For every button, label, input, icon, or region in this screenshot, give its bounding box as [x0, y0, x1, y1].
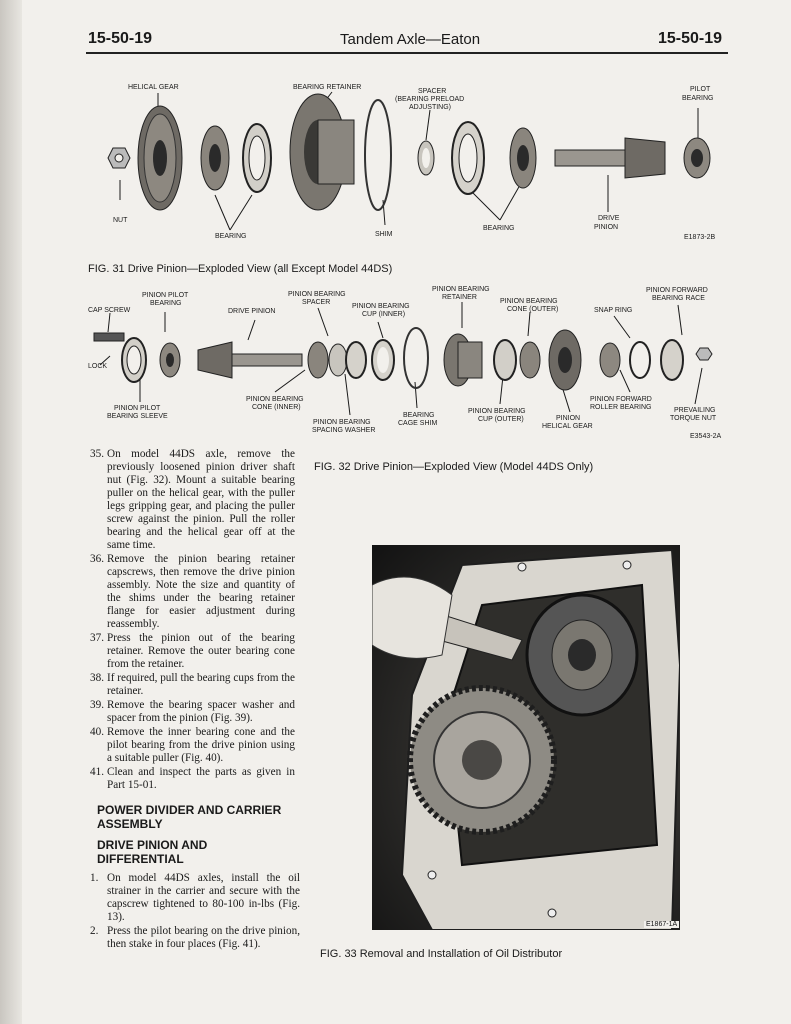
- fig32-label-helical-2: HELICAL GEAR: [542, 423, 593, 430]
- page-title: Tandem Axle—Eaton: [340, 31, 481, 48]
- step-text: Remove the bearing spacer washer and spacer from the pinion (Fig. 39).: [107, 699, 295, 724]
- figure-33-photo: [372, 545, 680, 930]
- fig32-label-cone-inner-2: CONE (INNER): [252, 404, 301, 411]
- fig32-label-sleeve-2: BEARING SLEEVE: [107, 413, 168, 420]
- step-number: 40.: [90, 726, 104, 738]
- fig31-label-bearing-a: BEARING: [215, 233, 247, 240]
- step-text: Press the pilot bearing on the drive pinion, then stake in four places (Fig. 41).: [107, 925, 300, 950]
- procedure-steps: [90, 448, 295, 793]
- step-text: On model 44DS axle, remove the previously loosened pinion driver shaft nut (Fig. 32). Mount a suitable bearing puller on the helical gear, with the puller legs gripping gear, and placing the puller screw against the pinion. Pull the roller bearing and the helical gear off at the same time.: [107, 448, 295, 551]
- fig32-label-sleeve-1: PINION PILOT: [114, 405, 161, 412]
- step-number: 38.: [90, 672, 104, 684]
- fig31-code: E1873-2B: [684, 234, 716, 241]
- step-40: [90, 726, 295, 765]
- fig32-label-cone-inner-1: PINION BEARING: [246, 396, 304, 403]
- section-heading-drive-pinion: DRIVE PINION AND DIFFERENTIAL: [97, 838, 208, 866]
- fig32-label-helical-1: PINION: [556, 415, 581, 422]
- fig32-label-retainer-1: PINION BEARING: [432, 286, 490, 293]
- fig31-label-bearing-retainer: BEARING RETAINER: [293, 84, 362, 91]
- section-heading-power-divider: POWER DIVIDER AND CARRIER ASSEMBLY: [97, 803, 282, 831]
- carrier-housing-illustration: [372, 545, 680, 930]
- step-number: 41.: [90, 766, 104, 778]
- step-number: 2.: [90, 925, 99, 937]
- fig31-label-drive-pinion-1: DRIVE: [598, 215, 620, 222]
- step-number: 36.: [90, 553, 104, 565]
- fig31-label-pilot-2: BEARING: [682, 95, 714, 102]
- step-35: [90, 448, 295, 552]
- fig32-caption: FIG. 32 Drive Pinion—Exploded View (Model 44DS Only): [314, 461, 594, 473]
- step-number: 1.: [90, 872, 99, 884]
- fig32-label-cup-inner-2: CUP (INNER): [362, 311, 406, 318]
- step-text: Clean and inspect the parts as given in Part 15-01.: [107, 766, 295, 791]
- figure-32: [0, 280, 791, 445]
- fig32-label-cone-outer-1: PINION BEARING: [500, 298, 558, 305]
- procedure-steps-2: [90, 872, 300, 952]
- fig32-label-cap-screw: CAP SCREW: [88, 307, 131, 314]
- fig32-label-roller-1: PINION FORWARD: [590, 396, 652, 403]
- step-number: 37.: [90, 632, 104, 644]
- figure-31-parts-drawing: [0, 0, 791, 280]
- fig31-label-spacer-1: SPACER: [418, 88, 447, 95]
- step-number: 35.: [90, 448, 104, 460]
- page-number-left: 15-50-19: [88, 30, 153, 47]
- fig32-code: E3543-2A: [690, 433, 722, 440]
- step-41: [90, 766, 295, 792]
- fig31-label-nut: NUT: [113, 217, 128, 224]
- step-text: Remove the inner bearing cone and the pilot bearing from the drive pinion using a suitable puller (Fig. 40).: [107, 726, 295, 764]
- fig32-label-washer-1: PINION BEARING: [313, 419, 371, 426]
- step-text: Press the pinion out of the bearing retainer. Remove the outer bearing cone from the retainer.: [107, 632, 295, 670]
- step-text: Remove the pinion bearing retainer capscrews, then remove the drive pinion assembly. Note the size and quantity of the shims under the bearing retainer flange for easier adjustment during reassembly.: [107, 553, 295, 630]
- step-36: [90, 553, 295, 631]
- fig31-label-drive-pinion-2: PINION: [594, 224, 619, 231]
- step-38: [90, 672, 295, 698]
- fig32-label-cone-outer-2: CONE (OUTER): [507, 306, 559, 313]
- fig32-label-lock: LOCK: [88, 363, 108, 370]
- fig32-label-retainer-2: RETAINER: [442, 294, 477, 301]
- fig31-label-shim: SHIM: [375, 231, 393, 238]
- fig32-label-race-1: PINION FORWARD: [646, 287, 708, 294]
- fig32-label-spacer-2: SPACER: [302, 299, 331, 306]
- fig32-label-cup-inner-1: PINION BEARING: [352, 303, 410, 310]
- step-text: If required, pull the bearing cups from the retainer.: [107, 672, 295, 697]
- fig32-label-cup-outer-1: PINION BEARING: [468, 408, 526, 415]
- fig31-label-pilot-1: PILOT: [690, 86, 711, 93]
- step-number: 39.: [90, 699, 104, 711]
- fig32-label-pilot-bearing-2: BEARING: [150, 300, 182, 307]
- fig31-label-spacer-2: (BEARING PRELOAD: [395, 96, 465, 103]
- fig32-label-cup-outer-2: CUP (OUTER): [478, 416, 524, 423]
- fig32-label-washer-2: SPACING WASHER: [312, 427, 376, 434]
- fig31-label-bearing-b: BEARING: [483, 225, 515, 232]
- fig32-label-spacer-1: PINION BEARING: [288, 291, 346, 298]
- fig32-label-cage-shim-1: BEARING: [403, 412, 435, 419]
- fig32-label-cage-shim-2: CAGE SHIM: [398, 420, 438, 427]
- fig33-caption: FIG. 33 Removal and Installation of Oil Distributor: [320, 948, 563, 960]
- step-39: [90, 699, 295, 725]
- fig32-label-race-2: BEARING RACE: [652, 295, 705, 302]
- step-1: [90, 872, 300, 924]
- fig32-label-drive-pinion: DRIVE PINION: [228, 308, 276, 315]
- fig32-label-nut-2: TORQUE NUT: [670, 415, 717, 422]
- step-2: [90, 925, 300, 951]
- fig32-label-roller-2: ROLLER BEARING: [590, 404, 652, 411]
- fig32-label-pilot-bearing-1: PINION PILOT: [142, 292, 189, 299]
- step-text: On model 44DS axles, install the oil strainer in the carrier and secure with the capscrew tightened to 80-100 in-lbs (Fig. 13).: [107, 872, 300, 923]
- fig32-label-nut-1: PREVAILING: [674, 407, 716, 414]
- fig33-code: E1867-1A: [646, 921, 678, 928]
- page-number-right: 15-50-19: [658, 30, 723, 47]
- fig31-label-spacer-3: ADJUSTING): [409, 104, 451, 111]
- step-37: [90, 632, 295, 671]
- fig31-caption: FIG. 31 Drive Pinion—Exploded View (all Except Model 44DS): [88, 263, 393, 275]
- fig32-label-snap-ring: SNAP RING: [594, 307, 633, 314]
- figure-31: [0, 0, 791, 280]
- fig31-label-helical-gear: HELICAL GEAR: [128, 84, 179, 91]
